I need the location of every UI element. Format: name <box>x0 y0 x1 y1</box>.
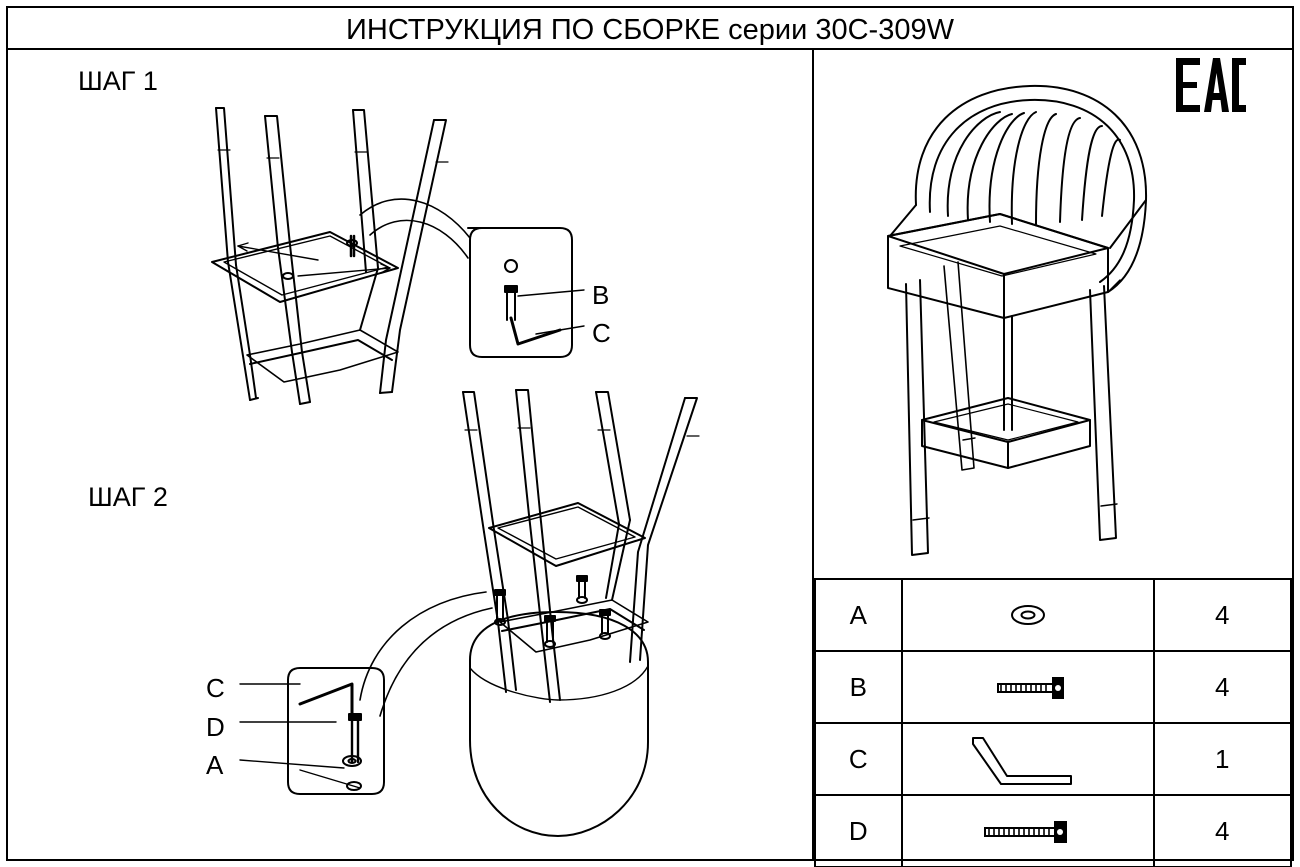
part-letter: C <box>815 723 902 795</box>
page-title: ИНСТРУКЦИЯ ПО СБОРКЕ серии 30C-309W <box>346 14 954 46</box>
step-1-label: ШАГ 1 <box>78 66 158 96</box>
part-quantity: 1 <box>1154 723 1291 795</box>
part-quantity: 4 <box>1154 579 1291 651</box>
table-row <box>815 651 1291 723</box>
allen-key-icon <box>903 726 1153 792</box>
part-quantity: 4 <box>1154 795 1291 867</box>
table-row <box>815 579 1291 651</box>
callout-label-d: D <box>206 712 225 742</box>
bolt-short-icon <box>903 654 1153 720</box>
part-image-cell <box>902 651 1154 723</box>
step1-chair-frame-illustration <box>212 108 584 404</box>
bolt-long-icon <box>903 798 1153 864</box>
part-quantity: 4 <box>1154 651 1291 723</box>
callout-label-b: B <box>592 280 610 310</box>
table-row <box>815 723 1291 795</box>
part-image-cell <box>902 795 1154 867</box>
washer-icon <box>903 582 1153 648</box>
finished-product-illustration <box>888 86 1146 555</box>
part-letter: D <box>815 795 902 867</box>
step2-chair-seat-illustration <box>240 390 699 836</box>
callout-label-a: A <box>206 750 224 780</box>
part-image-cell <box>902 723 1154 795</box>
callout-label-c-step1: C <box>592 318 611 348</box>
table-row <box>815 795 1291 867</box>
parts-table <box>814 578 1292 867</box>
callout-label-c-step2: C <box>206 673 225 703</box>
part-image-cell <box>902 579 1154 651</box>
step-2-label: ШАГ 2 <box>88 482 168 512</box>
part-letter: B <box>815 651 902 723</box>
part-letter: A <box>815 579 902 651</box>
